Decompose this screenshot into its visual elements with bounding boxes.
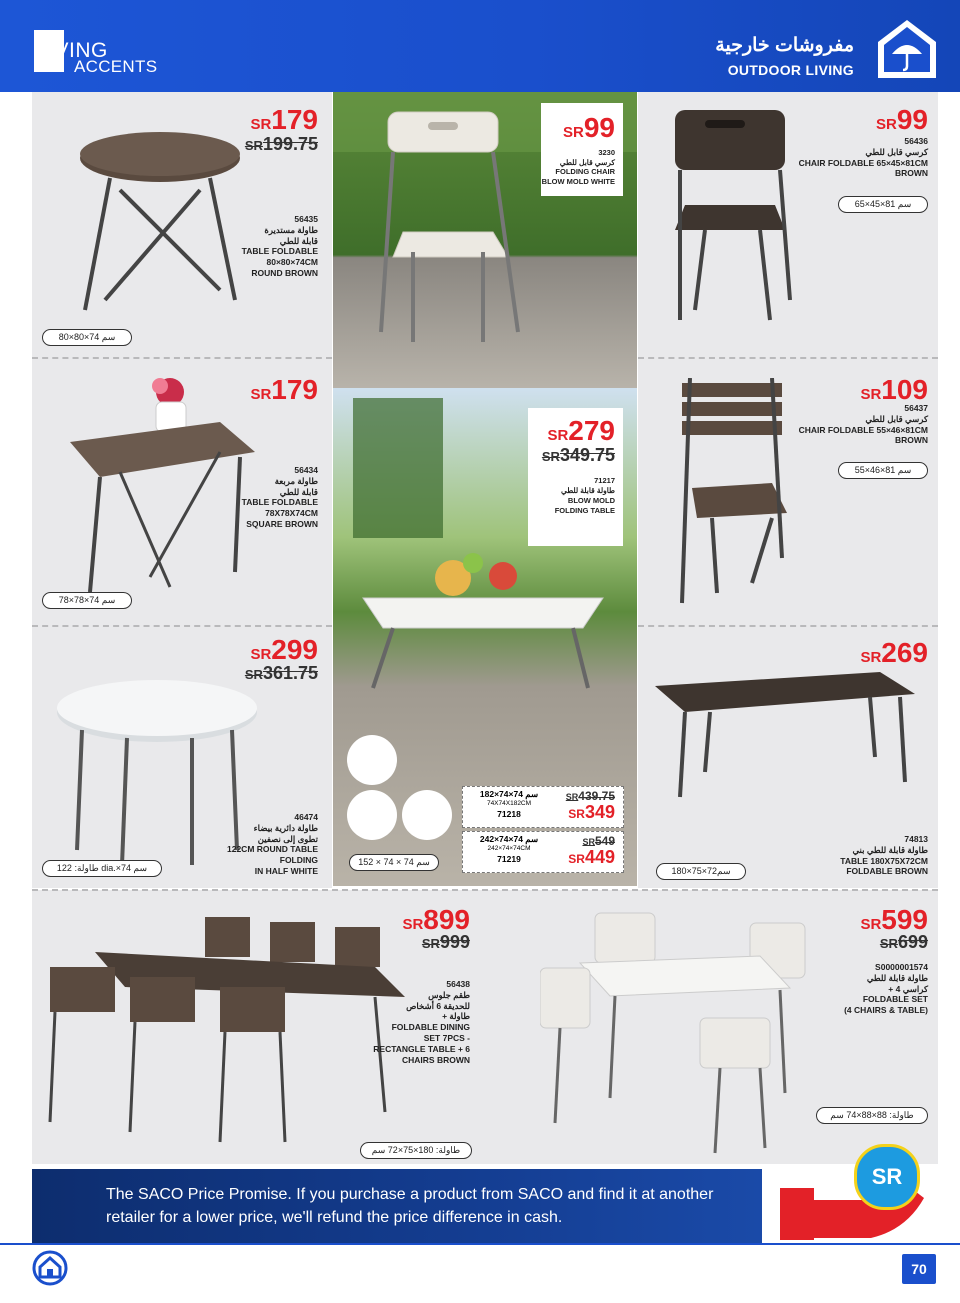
price-tag: SR279 (547, 415, 615, 446)
dimension-badge: طاولة: 180×75×72 سم (360, 1142, 472, 1159)
category-title-ar: مفروشات خارجية (715, 35, 854, 56)
dimension-badge: 180×75×72سم (656, 863, 746, 880)
variant-dim-en: 242×74×74CM (487, 845, 531, 852)
old-price-tag: SR549 (582, 834, 615, 848)
variant-dim-ar: 182×74×74 سم (479, 789, 539, 799)
page-header (0, 0, 960, 92)
price-promise-text: The SACO Price Promise. If you purchase a product from SACO and find it at another retailer for a lower price, we'll refund the price difference in cash. (106, 1186, 714, 1226)
dimension-badge: طاولة: 88×88×74 سم (816, 1107, 928, 1124)
price-tag: SR299 (250, 634, 318, 665)
variant-dim-en: 74X74X182CM (486, 800, 532, 807)
sr-coin-badge: SR (854, 1144, 920, 1210)
brand-line1: LIVING (36, 39, 108, 62)
product-description: 74813 طاولة قابلة للطي بني TABLE 180X75X72CM FOLDABLE BROWN (840, 834, 928, 877)
price-tag: SR269 (860, 637, 928, 668)
product-description: 56438 طقم جلوس للحديقة 6 أشخاص + طاولة FOLDABLE DINING SET 7PCS - RECTANGLE TABLE + 6 CHAIRS BROWN (373, 979, 470, 1065)
dimension-badge: 78×78×74 سم (42, 592, 132, 609)
dimension-badge: طاولة: 122 dia.×74 سم (42, 860, 162, 877)
divider (638, 625, 938, 627)
old-price-tag: SR349.75 (541, 445, 615, 465)
price-tag: SR99 (876, 104, 928, 135)
divider (638, 357, 938, 359)
old-price-tag: SR199.75 (244, 134, 318, 154)
product-description: 56434 طاولة مربعة قابلة للطي TABLE FOLDABLE 78X78X74CM SQUARE BROWN (241, 465, 318, 529)
folded-table-thumb (402, 790, 452, 840)
price-tag: SR899 (402, 904, 470, 935)
variant-dim-ar: 242×74×74 سم (479, 834, 539, 844)
price-tag: SR99 (563, 112, 615, 143)
old-price-tag: SR439.75 (565, 789, 615, 803)
divider (32, 625, 332, 627)
dimension-badge: 65×45×81 سم (838, 196, 928, 213)
footer-line (0, 1243, 960, 1245)
brand-line2: ACCENTS (74, 57, 158, 76)
dimension-badge: 152 × 74 × 74 سم (349, 854, 439, 871)
category-title-en: OUTDOOR LIVING (727, 62, 854, 78)
dimension-badge: 80×80×74 سم (42, 329, 132, 346)
product-description: 56437 كرسي قابل للطي CHAIR FOLDABLE 55×46×81CM BROWN (798, 403, 928, 446)
dimension-badge: 55×46×81 سم (838, 462, 928, 479)
divider (32, 357, 332, 359)
product-description: 56436 كرسي قابل للطي CHAIR FOLDABLE 65×45×81CM BROWN (798, 136, 928, 179)
price-tag: SR179 (250, 104, 318, 135)
umbrella-house-icon (874, 16, 940, 82)
old-price-tag: SR361.75 (244, 663, 318, 683)
price-promise-banner (32, 1169, 762, 1243)
product-description: 71217 طاولة قابلة للطي BLOW MOLD FOLDING TABLE (554, 476, 615, 515)
white-folding-set-image (540, 908, 820, 1158)
slatted-folding-chair-image (672, 378, 792, 608)
home-icon[interactable] (32, 1250, 68, 1286)
price-tag: SR449 (568, 847, 615, 867)
product-description: S0000001574 طاولة قابلة للطي + 4 كراسي FOLDABLE SET (4 CHAIRS & TABLE) (844, 962, 928, 1016)
folded-table-thumb (347, 735, 397, 785)
price-tag: SR349 (568, 802, 615, 822)
product-description: 56435 طاولة مستديرة قابلة للطي TABLE FOLDABLE 80×80×74CM ROUND BROWN (241, 214, 318, 278)
product-description: 3230 كرسي قابل للطي FOLDING CHAIR BLOW MOLD WHITE (541, 148, 615, 186)
product-description: 46474 طاولة دائرية بيضاء تطوى إلى نصفين 122CM ROUND TABLE FOLDING IN HALF WHITE (227, 812, 318, 876)
old-price-tag: SR699 (879, 932, 928, 952)
variant-code: 71219 (497, 854, 521, 864)
folded-table-thumb (347, 790, 397, 840)
brown-folding-chair-image (665, 110, 795, 330)
price-tag: SR109 (860, 374, 928, 405)
page-number: 70 (902, 1254, 936, 1284)
rectangle-brown-table-image (650, 672, 920, 812)
variant-code: 71218 (497, 809, 521, 819)
price-tag: SR599 (860, 904, 928, 935)
price-tag: SR179 (250, 374, 318, 405)
divider (32, 889, 938, 891)
old-price-tag: SR999 (421, 932, 470, 952)
